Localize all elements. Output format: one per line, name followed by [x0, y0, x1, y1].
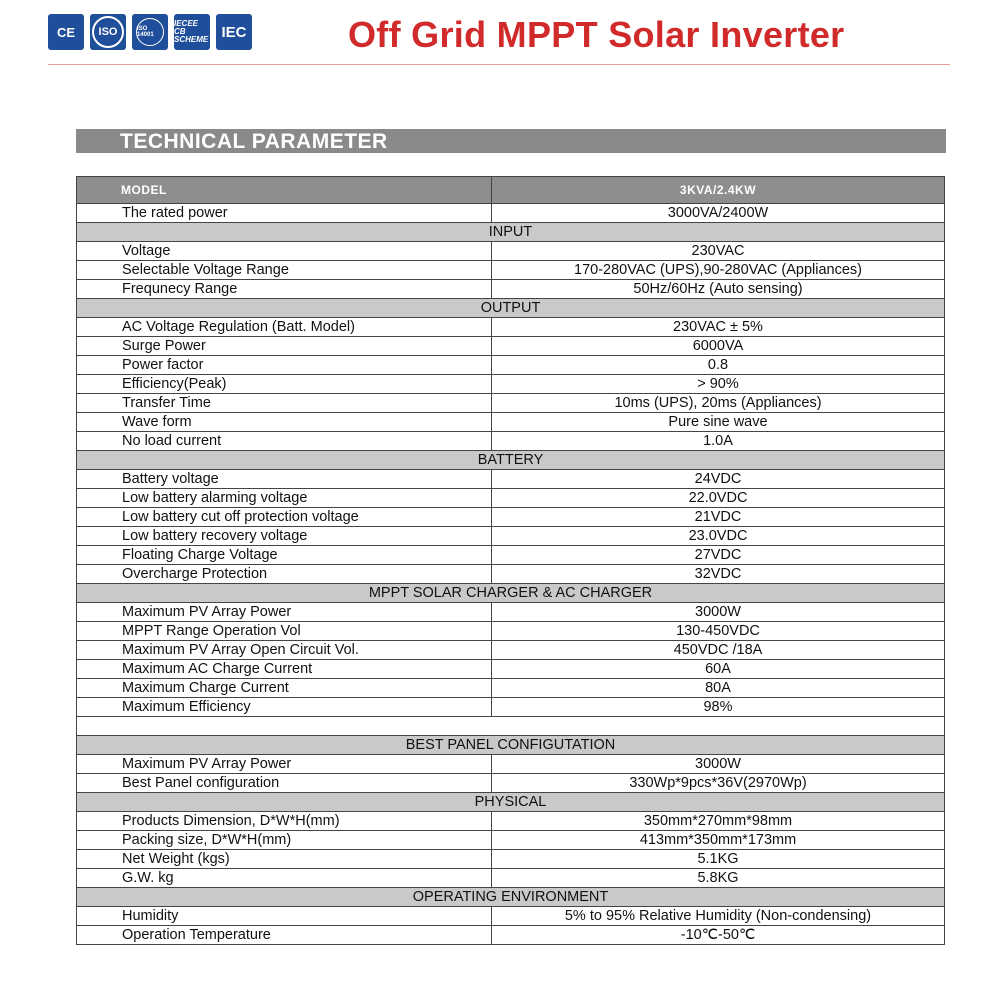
section-heading: TECHNICAL PARAMETER — [120, 130, 388, 153]
parameter-value: 3000W — [492, 755, 945, 774]
parameter-value: 98% — [492, 698, 945, 717]
header-divider — [48, 64, 950, 65]
table-row — [77, 261, 945, 280]
model-row — [77, 177, 945, 204]
parameter-value: 230VAC ± 5% — [492, 318, 945, 337]
section-label: OUTPUT — [77, 299, 945, 318]
section-row — [77, 736, 945, 755]
section-row — [77, 451, 945, 470]
table-row — [77, 755, 945, 774]
parameter-value: 5.1KG — [492, 850, 945, 869]
parameter-label: Humidity — [77, 907, 492, 926]
table-row — [77, 660, 945, 679]
ce-logo: CE — [48, 14, 84, 50]
table-row — [77, 489, 945, 508]
iecee-cb-scheme-logo: IECEE CB SCHEME — [174, 14, 210, 50]
table-row — [77, 641, 945, 660]
parameter-label: AC Voltage Regulation (Batt. Model) — [77, 318, 492, 337]
table-row — [77, 679, 945, 698]
parameter-label: The rated power — [77, 204, 492, 223]
certification-logos — [48, 14, 252, 50]
parameter-value: 80A — [492, 679, 945, 698]
parameter-label: G.W. kg — [77, 869, 492, 888]
parameter-label: Power factor — [77, 356, 492, 375]
table-row — [77, 831, 945, 850]
section-label: PHYSICAL — [77, 793, 945, 812]
parameter-label: Products Dimension, D*W*H(mm) — [77, 812, 492, 831]
parameter-label: Maximum PV Array Power — [77, 603, 492, 622]
section-row — [77, 299, 945, 318]
parameter-label: Selectable Voltage Range — [77, 261, 492, 280]
table-row — [77, 546, 945, 565]
parameter-value: 5% to 95% Relative Humidity (Non-condensing) — [492, 907, 945, 926]
parameter-label: Maximum AC Charge Current — [77, 660, 492, 679]
section-label: BEST PANEL CONFIGUTATION — [77, 736, 945, 755]
parameter-label: Maximum Charge Current — [77, 679, 492, 698]
parameter-label: Maximum Efficiency — [77, 698, 492, 717]
parameter-label: Packing size, D*W*H(mm) — [77, 831, 492, 850]
parameter-value: 413mm*350mm*173mm — [492, 831, 945, 850]
parameter-value: 60A — [492, 660, 945, 679]
parameter-value: 10ms (UPS), 20ms (Appliances) — [492, 394, 945, 413]
table-row — [77, 869, 945, 888]
parameter-value: 23.0VDC — [492, 527, 945, 546]
parameter-value: 6000VA — [492, 337, 945, 356]
table-row — [77, 774, 945, 793]
parameter-label: Net Weight (kgs) — [77, 850, 492, 869]
iso-logo: ISO — [90, 14, 126, 50]
parameter-value: 330Wp*9pcs*36V(2970Wp) — [492, 774, 945, 793]
page-title: Off Grid MPPT Solar Inverter — [348, 14, 845, 55]
parameter-label: Surge Power — [77, 337, 492, 356]
blank-row — [77, 717, 945, 736]
iso-14001-logo: ISO 14001 — [132, 14, 168, 50]
parameter-label: Frequnecy Range — [77, 280, 492, 299]
table-row — [77, 432, 945, 451]
section-row — [77, 223, 945, 242]
section-label: BATTERY — [77, 451, 945, 470]
parameter-value: 24VDC — [492, 470, 945, 489]
parameter-value: 450VDC /18A — [492, 641, 945, 660]
parameter-label: Low battery alarming voltage — [77, 489, 492, 508]
table-row — [77, 337, 945, 356]
page-header — [0, 0, 1000, 70]
iec-logo: IEC — [216, 14, 252, 50]
table-row — [77, 280, 945, 299]
parameter-value: 22.0VDC — [492, 489, 945, 508]
parameter-value: 170-280VAC (UPS),90-280VAC (Appliances) — [492, 261, 945, 280]
parameter-value: 3000W — [492, 603, 945, 622]
parameter-value: 50Hz/60Hz (Auto sensing) — [492, 280, 945, 299]
table-row — [77, 318, 945, 337]
parameter-value: 27VDC — [492, 546, 945, 565]
parameter-label: Best Panel configuration — [77, 774, 492, 793]
parameter-value: Pure sine wave — [492, 413, 945, 432]
section-row — [77, 888, 945, 907]
parameter-label: Floating Charge Voltage — [77, 546, 492, 565]
table-row — [77, 926, 945, 945]
table-row — [77, 356, 945, 375]
parameter-value: 0.8 — [492, 356, 945, 375]
parameter-label: Low battery recovery voltage — [77, 527, 492, 546]
parameter-value: 21VDC — [492, 508, 945, 527]
table-row — [77, 698, 945, 717]
table-row — [77, 242, 945, 261]
parameter-value: 32VDC — [492, 565, 945, 584]
parameter-label: MPPT Range Operation Vol — [77, 622, 492, 641]
table-row — [77, 204, 945, 223]
section-label: INPUT — [77, 223, 945, 242]
parameter-label: Low battery cut off protection voltage — [77, 508, 492, 527]
model-label: MODEL — [77, 177, 492, 204]
table-row — [77, 850, 945, 869]
spec-table-body — [77, 177, 945, 945]
section-label: OPERATING ENVIRONMENT — [77, 888, 945, 907]
parameter-label: Battery voltage — [77, 470, 492, 489]
parameter-value: 3000VA/2400W — [492, 204, 945, 223]
table-row — [77, 622, 945, 641]
parameter-value: 230VAC — [492, 242, 945, 261]
table-row — [77, 565, 945, 584]
parameter-label: Maximum PV Array Power — [77, 755, 492, 774]
section-label: MPPT SOLAR CHARGER & AC CHARGER — [77, 584, 945, 603]
blank-cell — [77, 717, 945, 736]
spec-table — [76, 176, 945, 945]
table-row — [77, 375, 945, 394]
section-heading-bar — [76, 129, 946, 153]
parameter-label: Maximum PV Array Open Circuit Vol. — [77, 641, 492, 660]
section-row — [77, 584, 945, 603]
section-row — [77, 793, 945, 812]
table-row — [77, 394, 945, 413]
parameter-label: Voltage — [77, 242, 492, 261]
parameter-value: 130-450VDC — [492, 622, 945, 641]
table-row — [77, 812, 945, 831]
table-row — [77, 527, 945, 546]
parameter-value: -10℃-50℃ — [492, 926, 945, 945]
parameter-value: > 90% — [492, 375, 945, 394]
parameter-value: 350mm*270mm*98mm — [492, 812, 945, 831]
table-row — [77, 413, 945, 432]
parameter-label: Efficiency(Peak) — [77, 375, 492, 394]
table-row — [77, 470, 945, 489]
parameter-value: 1.0A — [492, 432, 945, 451]
parameter-value: 5.8KG — [492, 869, 945, 888]
model-value: 3KVA/2.4KW — [492, 177, 945, 204]
table-row — [77, 508, 945, 527]
parameter-label: Wave form — [77, 413, 492, 432]
parameter-label: Transfer Time — [77, 394, 492, 413]
parameter-label: Operation Temperature — [77, 926, 492, 945]
parameter-label: Overcharge Protection — [77, 565, 492, 584]
parameter-label: No load current — [77, 432, 492, 451]
table-row — [77, 603, 945, 622]
table-row — [77, 907, 945, 926]
